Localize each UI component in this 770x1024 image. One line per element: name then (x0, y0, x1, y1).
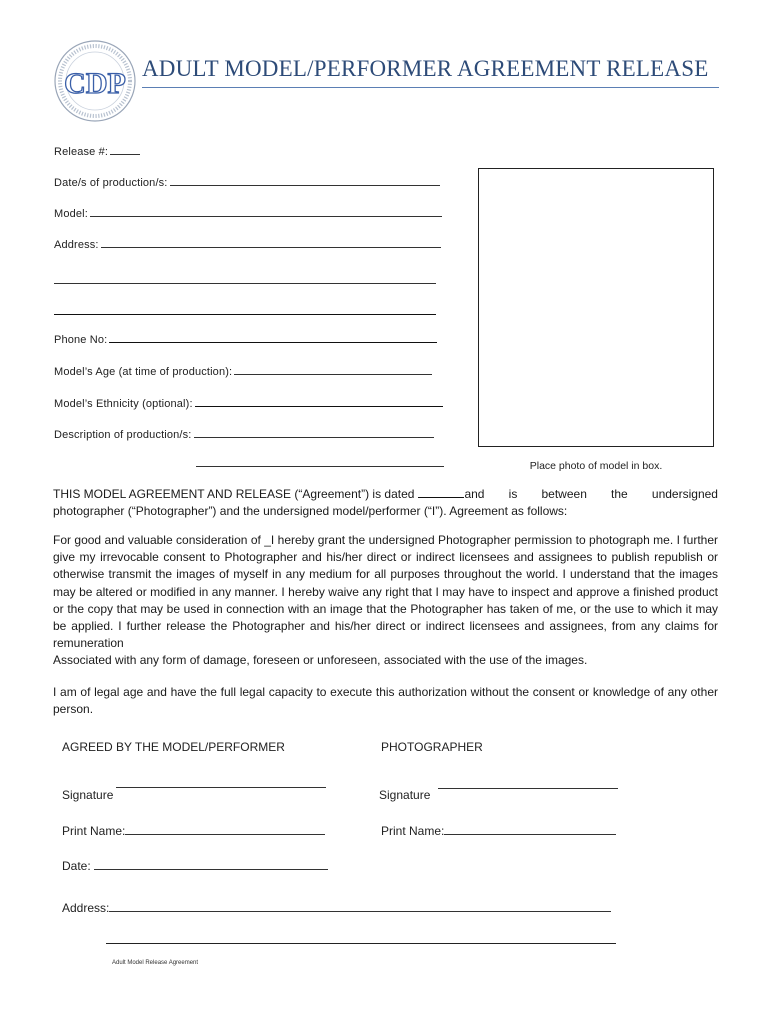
signatory-address-field[interactable] (62, 901, 611, 915)
cdp-logo (52, 38, 138, 124)
ethnicity-label: Model’s Ethnicity (optional): (54, 398, 193, 410)
phone-field[interactable] (54, 334, 437, 346)
page-title: ADULT MODEL/PERFORMER AGREEMENT RELEASE (142, 56, 709, 81)
address-field[interactable] (54, 239, 441, 251)
photographer-signature-line[interactable] (438, 788, 618, 789)
legal-age-paragraph: I am of legal age and have the full legal capacity to execute this authorization without the consent or knowledge of any other person. (53, 685, 718, 717)
photographer-print-name-label: Print Name: (381, 824, 445, 838)
signatory-address-line-2[interactable] (106, 943, 616, 944)
agreement-line-2: photographer (“Photographer”) and the undersigned model/performer (“I”). Agreement as follows: (53, 504, 568, 519)
description-field[interactable] (54, 429, 434, 441)
signatory-address-label: Address: (62, 901, 110, 915)
model-signature-label: Signature (62, 788, 114, 802)
model-name-field[interactable] (54, 208, 442, 220)
agreement-date-blank[interactable] (418, 496, 464, 498)
photographer-signature-label: Signature (379, 788, 431, 802)
age-label: Model’s Age (at time of production): (54, 366, 233, 378)
photographer-heading: PHOTOGRAPHER (381, 740, 483, 754)
release-number-field[interactable] (54, 146, 140, 158)
consideration-tail: Associated with any form of damage, foreseen or unforeseen, associated with the use of the images. (53, 653, 588, 668)
address-line-3[interactable] (54, 314, 436, 315)
model-heading: AGREED BY THE MODEL/PERFORMER (62, 740, 285, 754)
age-field[interactable] (54, 366, 432, 378)
footer-text: Adult Model Release Agreement (112, 960, 199, 966)
date-label: Date: (62, 859, 91, 873)
title-divider (142, 87, 719, 88)
consideration-text: For good and valuable consideration of _I hereby grant the undersigned Photographer permission to photograph me. I further give my irrevocable consent to Photographer and his/her direct or indirect licensees and assignees to publish republish or otherwise transmit the images of myself in any medium for all purposes throughout the world. I understand that the images may be altered or modified in any manner. I hereby waive any right that I may have to inspect and approve a finished product or the copy that may be used in connection with an image that the Photographer has taken of me, or the use to which it may be applied. I further release the Photographer and his/her direct or indirect licensees and assignees, from any claims for remuneration (53, 533, 718, 651)
photo-caption: Place photo of model in box. (529, 460, 663, 472)
logo-lettering: CDP (64, 67, 126, 100)
photographer-print-name-field[interactable] (381, 824, 616, 838)
description-line-2[interactable] (196, 466, 444, 467)
consideration-paragraph (53, 532, 718, 670)
address-line-2[interactable] (54, 283, 436, 284)
description-label: Description of production/s: (54, 429, 192, 441)
agreement-line-1: THIS MODEL AGREEMENT AND RELEASE (“Agreement”) is dated (53, 487, 415, 501)
phone-label: Phone No: (54, 334, 108, 346)
ethnicity-field[interactable] (54, 398, 443, 410)
production-dates-label: Date/s of production/s: (54, 177, 168, 189)
model-signature-line[interactable] (116, 787, 326, 788)
agreement-intro: THIS MODEL AGREEMENT AND RELEASE (“Agreement”) is dated and is between the undersigned photographer (“Photographer”) and the undersigned model/performer (“I”). Agreement as follows: (53, 486, 718, 520)
date-field[interactable] (62, 859, 328, 873)
model-print-name-field[interactable] (62, 824, 325, 838)
photo-box[interactable] (478, 168, 714, 447)
model-name-label: Model: (54, 208, 88, 220)
address-label: Address: (54, 239, 99, 251)
production-dates-field[interactable] (54, 177, 440, 189)
release-number-label: Release #: (54, 146, 109, 158)
model-print-name-label: Print Name: (62, 824, 126, 838)
